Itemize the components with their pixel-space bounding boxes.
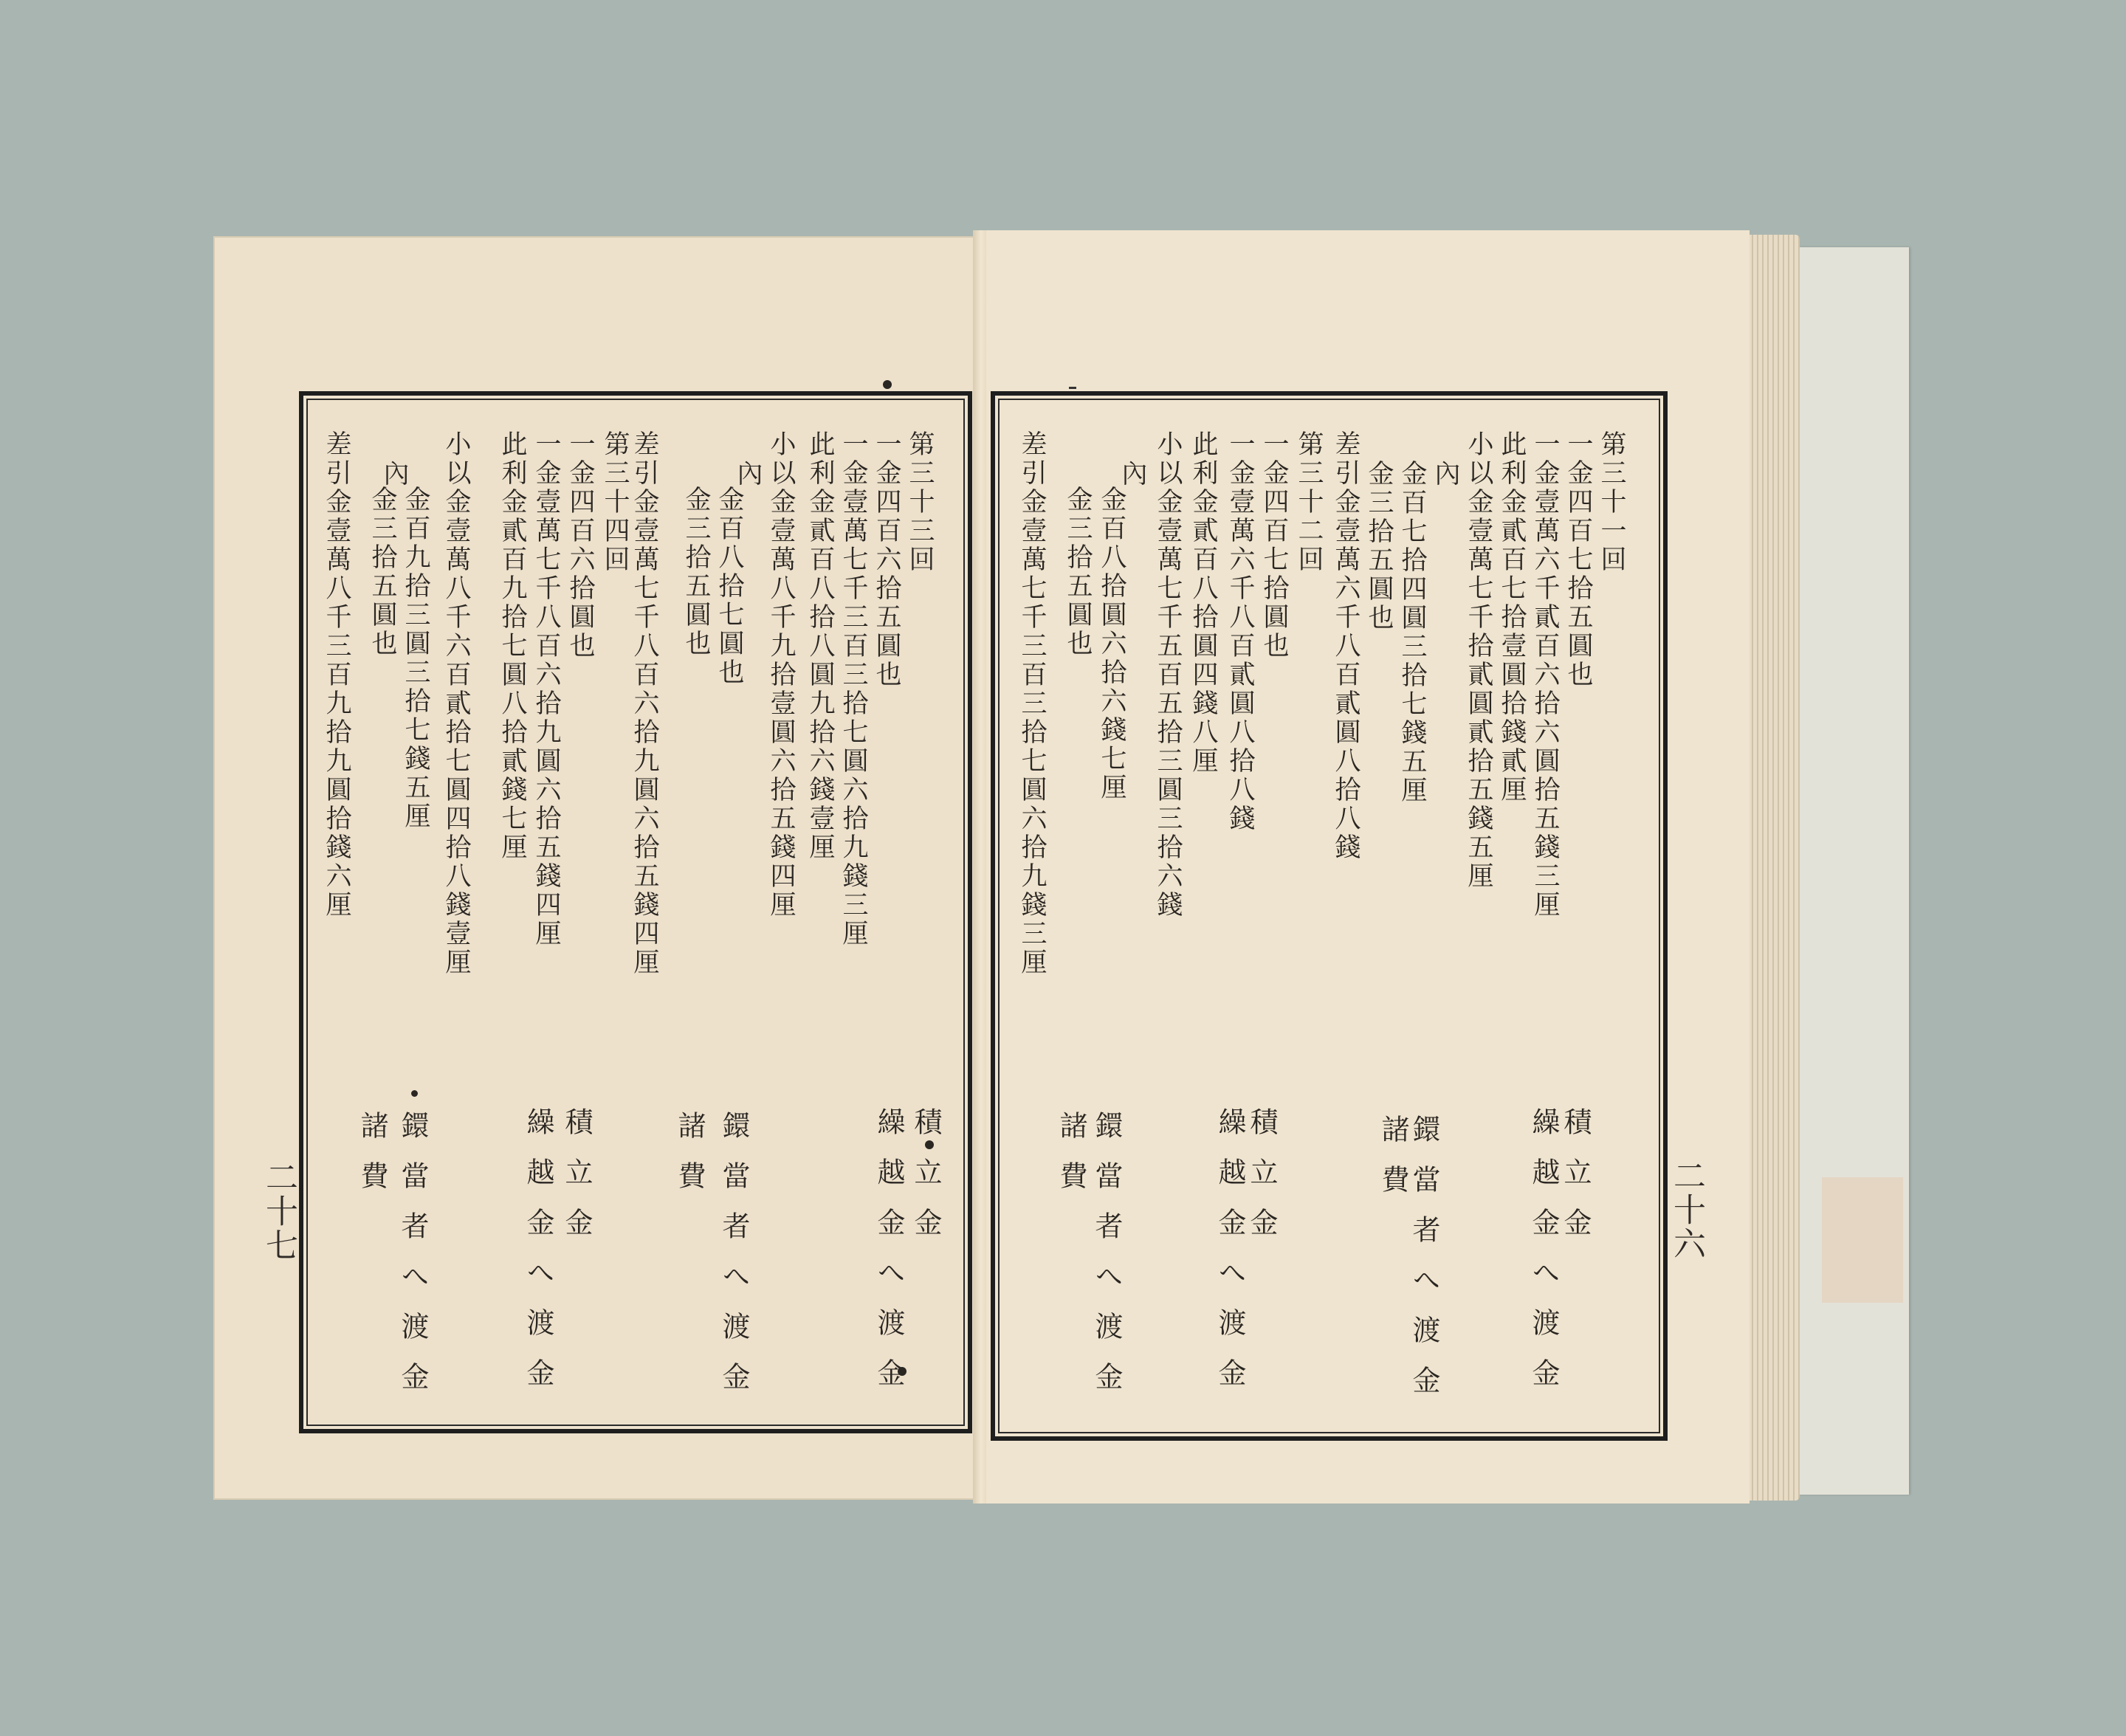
- text-column: 此利金貳百八拾圓四錢八厘: [1188, 430, 1218, 776]
- bottom-label: 鐶當者へ渡金: [1408, 1115, 1440, 1416]
- text-column: 第三十三回: [905, 430, 935, 574]
- bottom-label: 積立金: [560, 1107, 593, 1258]
- text-column: 此利金貳百八拾八圓九拾六錢壹厘: [805, 430, 835, 862]
- text-column: 此利金貳百七拾壹圓拾錢貳厘: [1497, 430, 1527, 805]
- text-column: 小以金壹萬八千六百貳拾七圓四拾八錢壹厘: [441, 430, 471, 977]
- text-column: 第三十二回: [1294, 430, 1324, 574]
- bottom-label: 鐶當者へ渡金: [718, 1111, 750, 1412]
- page-stack-edge: [1748, 235, 1800, 1501]
- text-column: 差引金壹萬八千三百九拾九圓拾錢六厘: [322, 430, 351, 920]
- text-column: 金百八拾圓六拾六錢七厘: [1097, 486, 1126, 802]
- bottom-label: 諸費: [1055, 1111, 1087, 1211]
- text-column: 金三拾五圓也: [681, 486, 711, 658]
- text-column: 金三拾五圓也: [1063, 486, 1093, 658]
- text-column: 一金四百七拾五圓也: [1563, 430, 1593, 689]
- text-column: 金百九拾三圓三拾七錢五厘: [401, 486, 430, 831]
- ink-dot: [411, 1090, 418, 1097]
- bottom-label: 積立金: [1245, 1107, 1278, 1258]
- bottom-label: 積立金: [1559, 1107, 1592, 1258]
- ink-dot: [883, 380, 892, 389]
- text-column: 小以金壹萬七千五百五拾三圓三拾六錢: [1153, 430, 1183, 920]
- bottom-label: 鐶當者へ渡金: [396, 1111, 429, 1412]
- back-cover: [1798, 247, 1909, 1495]
- text-column: 一金四百七拾圓也: [1259, 430, 1289, 661]
- text-column: 一金壹萬七千八百六拾九圓六拾五錢四厘: [532, 430, 561, 948]
- text-column: 金百八拾七圓也: [715, 486, 744, 687]
- text-column: 差引金壹萬七千八百六拾九圓六拾五錢四厘: [630, 430, 659, 977]
- bottom-label: 諸費: [673, 1111, 706, 1211]
- text-column: 內: [1431, 460, 1460, 489]
- text-column: 差引金壹萬七千三百三拾七圓六拾九錢三厘: [1017, 430, 1047, 977]
- bottom-label: 諸費: [1377, 1115, 1409, 1215]
- bottom-label: 繰越金へ渡金: [873, 1107, 905, 1408]
- bottom-label: 積立金: [909, 1107, 942, 1258]
- text-column: 差引金壹萬六千八百貳圓八拾八錢: [1331, 430, 1360, 862]
- text-column: 金三拾五圓也: [1364, 460, 1394, 633]
- book-gutter: [973, 230, 986, 1504]
- bottom-label: 諸費: [356, 1111, 388, 1211]
- text-column: 內: [379, 460, 409, 489]
- ink-mark: [1069, 387, 1076, 389]
- text-column: 此利金貳百九拾七圓八拾貳錢七厘: [498, 430, 527, 862]
- page-number: 二十六: [1668, 1159, 1705, 1261]
- text-column: 一金四百六拾圓也: [565, 430, 595, 661]
- text-column: 小以金壹萬七千拾貳圓貳拾五錢五厘: [1464, 430, 1493, 891]
- text-column: 內: [1118, 460, 1147, 489]
- text-column: 小以金壹萬八千九拾壹圓六拾五錢四厘: [766, 430, 796, 920]
- text-column: 內: [733, 460, 763, 489]
- text-column: 一金壹萬六千八百貳圓八拾八錢: [1225, 430, 1255, 833]
- text-column: 第三十四回: [600, 430, 630, 574]
- bottom-label: 繰越金へ渡金: [522, 1107, 554, 1408]
- faded-stamp: [1822, 1177, 1903, 1303]
- bottom-label: 鐶當者へ渡金: [1090, 1111, 1123, 1412]
- page-number: 二十七: [260, 1160, 297, 1262]
- text-column: 金百七拾四圓三拾七錢五厘: [1397, 460, 1427, 805]
- text-column: 金三拾五圓也: [368, 486, 397, 658]
- text-column: 一金四百六拾五圓也: [872, 430, 901, 689]
- bottom-label: 繰越金へ渡金: [1527, 1107, 1560, 1408]
- bottom-label: 繰越金へ渡金: [1214, 1107, 1246, 1408]
- text-column: 一金壹萬六千貳百六拾六圓拾五錢三厘: [1530, 430, 1560, 920]
- text-column: 第三十一回: [1597, 430, 1626, 574]
- text-column: 一金壹萬七千三百三拾七圓六拾九錢三厘: [839, 430, 868, 948]
